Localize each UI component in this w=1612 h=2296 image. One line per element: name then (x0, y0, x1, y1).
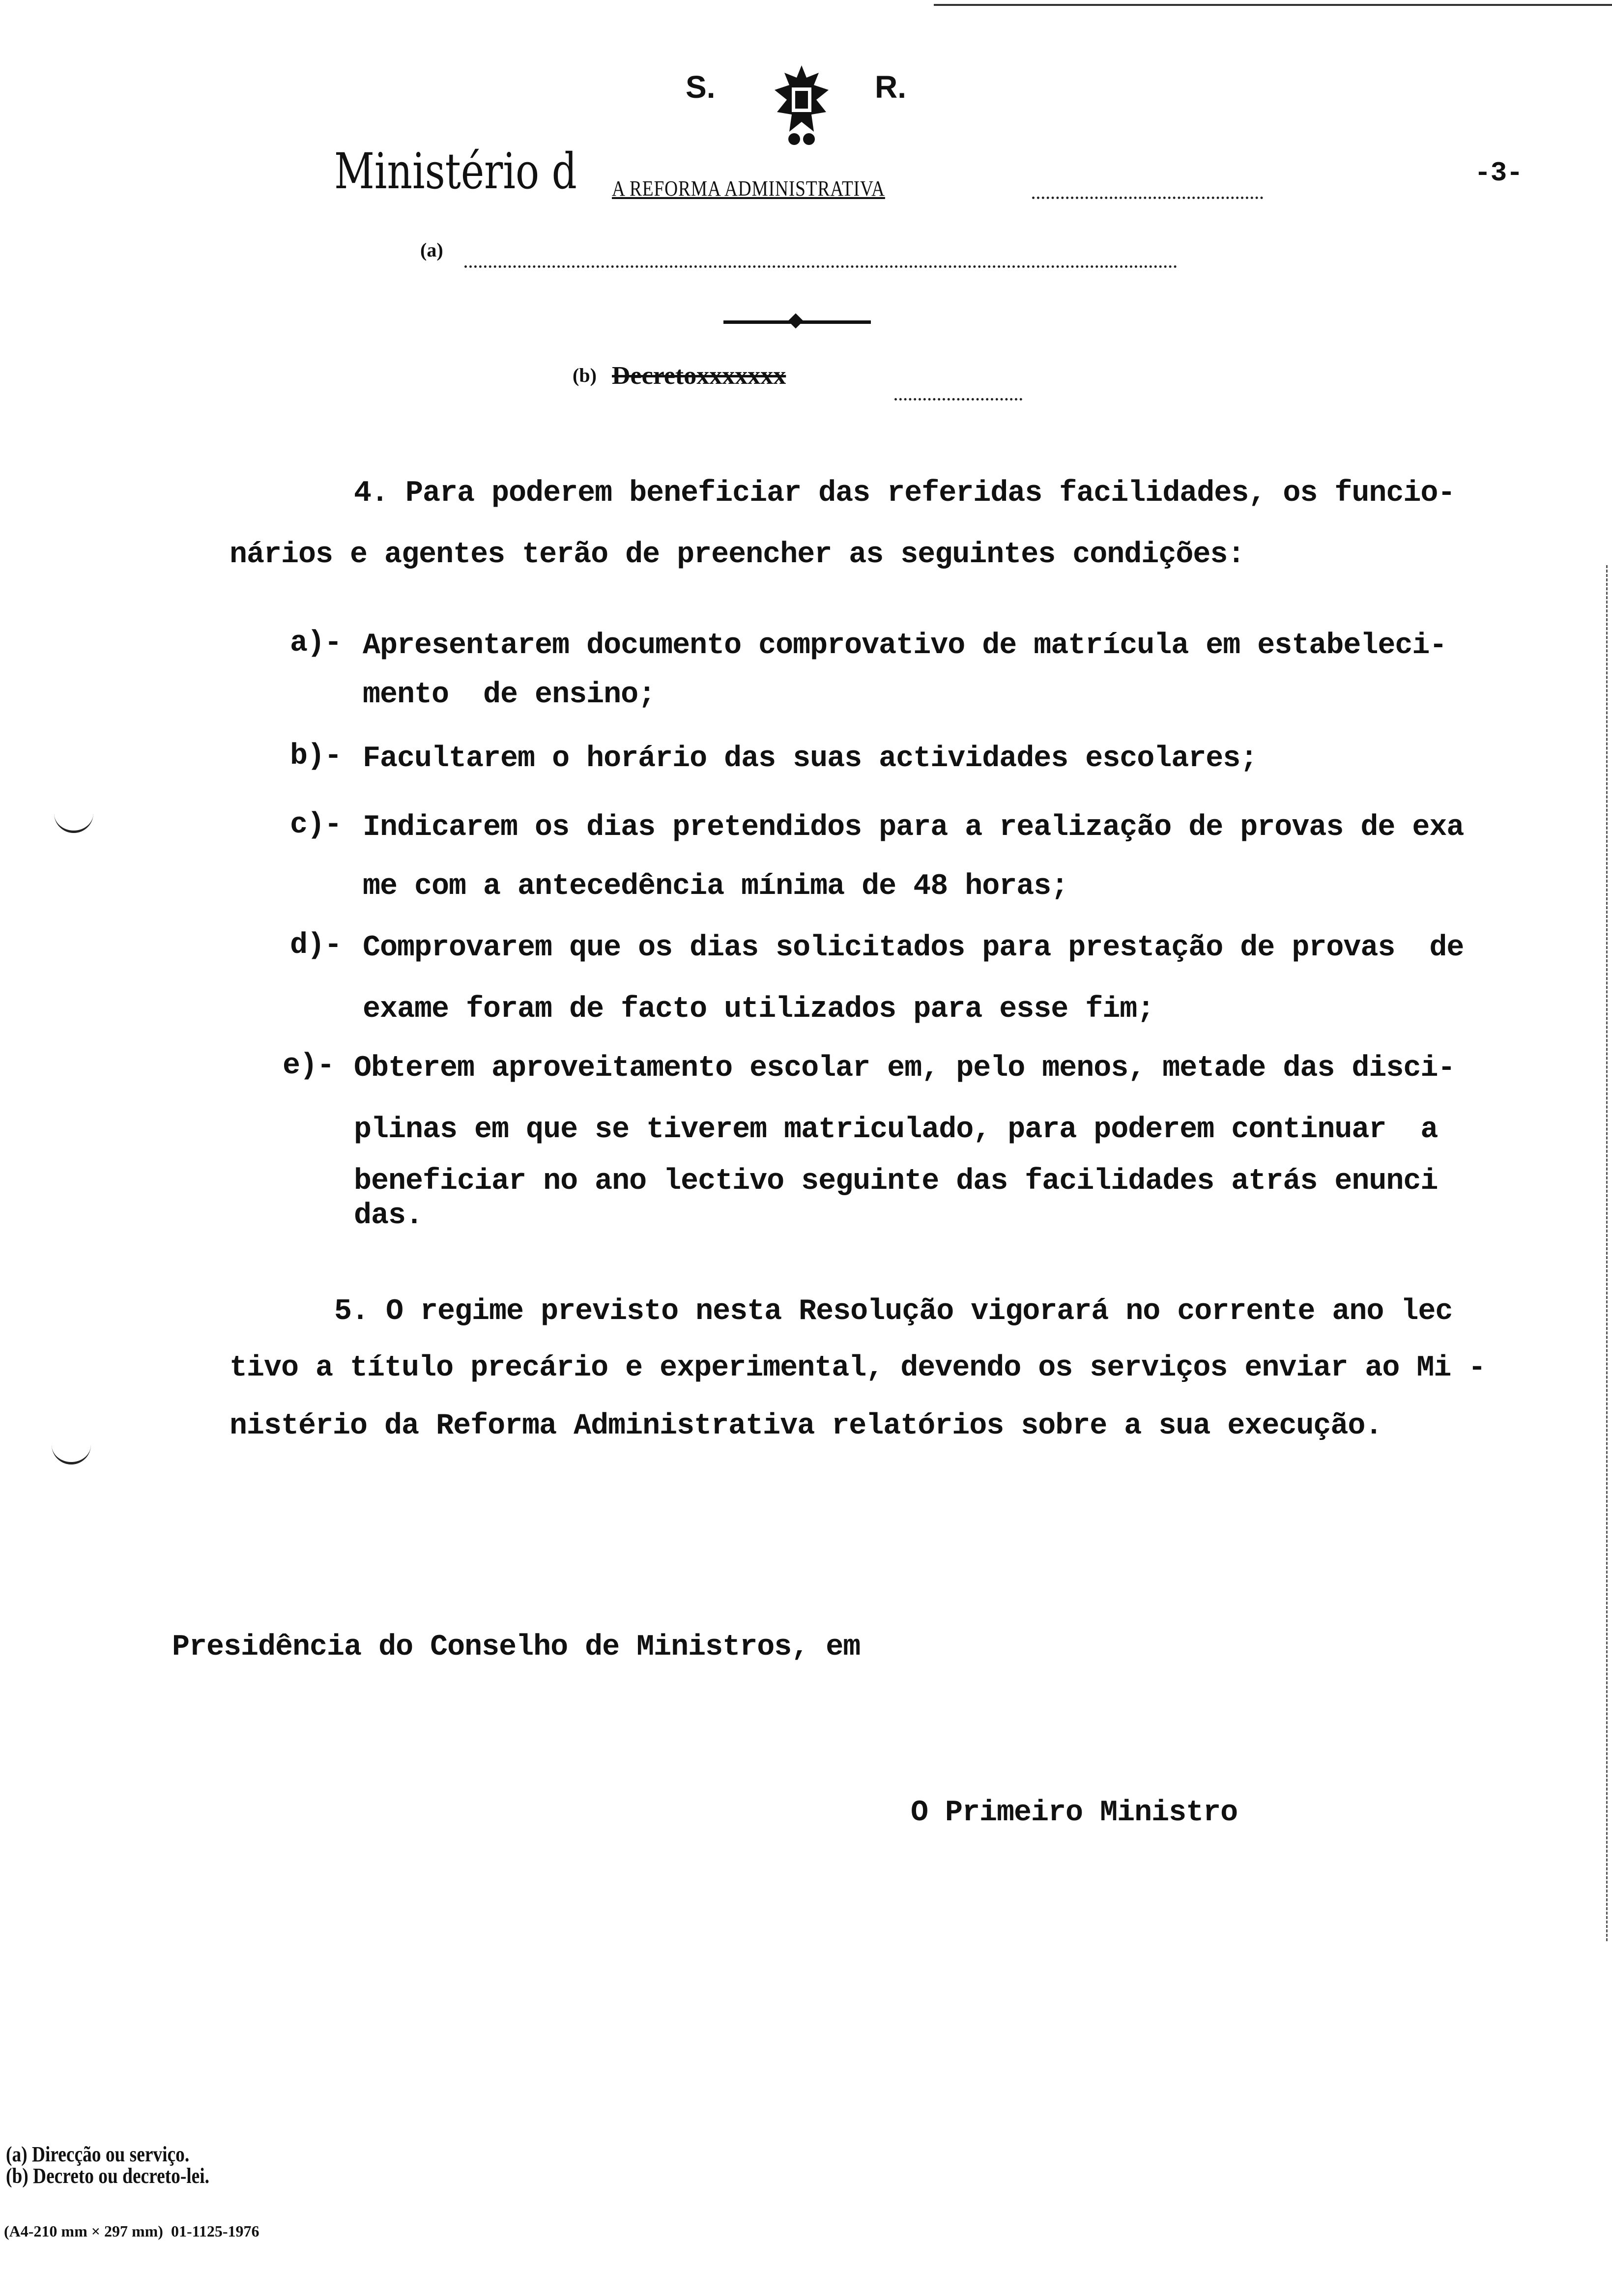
item-c-marker: c)- (290, 808, 342, 842)
ministry-prefix: Ministério d (334, 143, 577, 200)
footnote-b: (b) Decreto ou decreto-lei. (6, 2164, 210, 2188)
top-edge-line (934, 4, 1612, 6)
para5-line-1: 5. O regime previsto nesta Resolução vigorará no corrente ano lec (334, 1295, 1453, 1328)
item-e-line-4: das. (354, 1199, 423, 1233)
ministry-name: A REFORMA ADMINISTRATIVA (612, 176, 885, 201)
item-a-line-2: mento de ensino; (363, 678, 656, 712)
item-e-line-2: plinas em que se tiverem matriculado, para poderem continuar a (354, 1113, 1438, 1147)
header-letter-r: R. (875, 69, 906, 105)
field-a-label: (a) (420, 239, 443, 261)
item-d-line-1: Comprovarem que os dias solicitados para prestação de provas de (363, 931, 1464, 965)
form-code: (A4-210 mm × 297 mm) 01-1125-1976 (4, 2222, 259, 2240)
item-d-marker: d)- (290, 929, 342, 962)
para5-line-3: nistério da Reforma Administrativa relatórios sobre a sua execução. (230, 1409, 1382, 1443)
item-d-line-2: exame foram de facto utilizados para esse fim; (363, 993, 1154, 1026)
coat-of-arms-icon (757, 54, 838, 158)
divider-diamond-icon (788, 313, 803, 328)
item-a-marker: a)- (290, 627, 342, 660)
ministry-dotted-line (1032, 197, 1263, 199)
place-line: Presidência do Conselho de Ministros, em (172, 1631, 861, 1664)
item-e-line-1: Obterem aproveitamento escolar em, pelo menos, metade das disci- (354, 1052, 1455, 1085)
punch-hole-mark (52, 1442, 91, 1464)
header-letter-s: S. (686, 69, 716, 105)
item-c-line-2: me com a antecedência mínima de 48 horas; (363, 870, 1068, 903)
para4-line-2: nários e agentes terão de preencher as seguintes condições: (230, 538, 1245, 572)
field-b-dotted-line (894, 398, 1022, 401)
field-a-dotted-line (464, 265, 1177, 268)
page-number: -3- (1474, 157, 1523, 189)
right-edge-line (1606, 565, 1608, 1941)
field-b-label: (b) (573, 364, 597, 386)
item-e-marker: e)- (283, 1049, 335, 1083)
item-b-line-1: Facultarem o horário das suas actividades escolares; (363, 742, 1258, 775)
item-e-line-3: beneficiar no ano lectivo seguinte das facilidades atrás enunci (354, 1165, 1438, 1198)
signature-title: O Primeiro Ministro (911, 1796, 1238, 1830)
para4-line-1: 4. Para poderem beneficiar das referidas facilidades, os funcio- (354, 477, 1455, 510)
item-b-marker: b)- (290, 740, 342, 773)
field-b-value: Decretoxxxxxxx (612, 362, 786, 390)
punch-hole-mark (54, 811, 93, 833)
footnote-a: (a) Direcção ou serviço. (6, 2142, 190, 2166)
para5-line-2: tivo a título precário e experimental, devendo os serviços enviar ao Mi - (230, 1351, 1486, 1385)
item-a-line-1: Apresentarem documento comprovativo de matrícula em estabeleci- (363, 629, 1447, 662)
item-c-line-1: Indicarem os dias pretendidos para a realização de provas de exa (363, 811, 1464, 844)
